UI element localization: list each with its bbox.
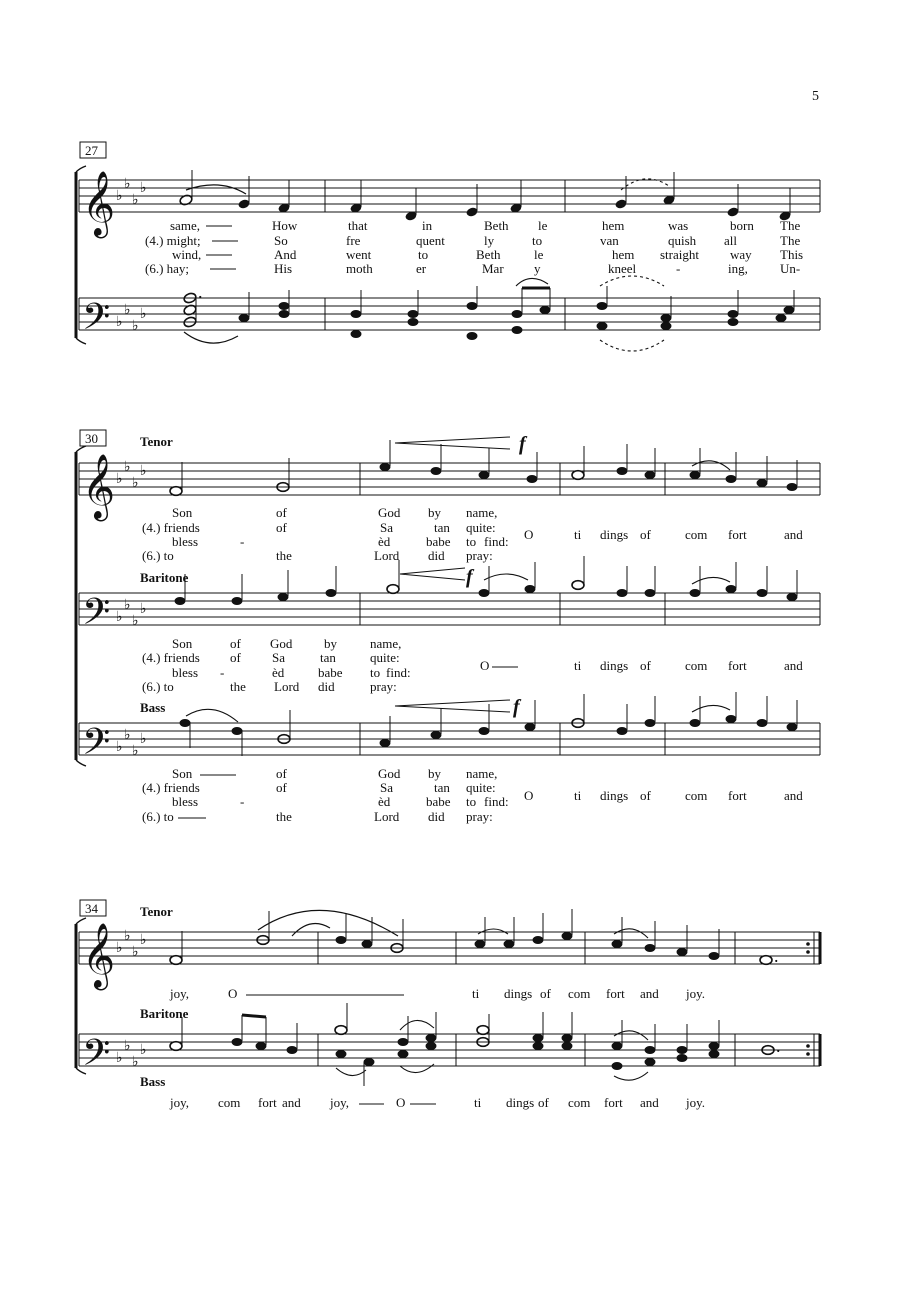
lyric-syllable: straight <box>660 247 699 262</box>
lyric-syllable: (4.) friends <box>142 780 200 795</box>
lyric-syllable: tan <box>320 650 336 665</box>
lyric-syllable: did <box>428 548 445 563</box>
note <box>408 310 419 318</box>
lyric-syllable: Mar <box>482 261 504 276</box>
lyric-syllable: Beth <box>476 247 501 262</box>
lyric-syllable: (6.) to <box>142 679 174 694</box>
tenor-staff <box>79 463 820 495</box>
lyric-syllable: fort <box>258 1095 277 1110</box>
tenor-label: Tenor <box>140 904 173 919</box>
refrain-syllable: fort <box>728 527 747 542</box>
system-bracket-top <box>76 166 86 172</box>
lyric-syllable: tan <box>434 520 450 535</box>
system-34 <box>76 900 820 1110</box>
lyric-syllable: was <box>668 218 689 233</box>
lyric-syllable: Sa <box>380 780 393 795</box>
lyric-syllable: joy, <box>170 986 190 1001</box>
lyric-syllable: ly <box>484 233 495 248</box>
dot: . <box>198 282 203 302</box>
lyric-syllable: all <box>724 233 737 248</box>
lyric-syllable: by <box>428 505 441 520</box>
lyric-syllable: quish <box>668 233 697 248</box>
flat-icon: ♭ <box>116 1051 123 1066</box>
lyric-syllable: ti <box>472 986 480 1001</box>
baritone-label: Baritone <box>140 1006 189 1021</box>
lyric-syllable: God <box>378 766 401 781</box>
lyric-syllable: His <box>274 261 293 276</box>
key-signature-baritone <box>116 598 147 629</box>
lyric-syllable: dings <box>506 1095 535 1110</box>
refrain-syllable: of <box>640 658 651 673</box>
measure-number: 27 <box>85 143 98 158</box>
flat-icon: ♭ <box>132 744 139 759</box>
tenor-staff <box>79 932 820 964</box>
lyric-syllable: name, <box>466 766 498 781</box>
lyric-syllable: quite: <box>466 780 496 795</box>
dynamic-forte: f <box>466 566 473 588</box>
lyric-syllable: did <box>318 679 335 694</box>
lyric-syllable: com <box>568 986 591 1001</box>
bass-clef-icon: 𝄢 <box>82 722 111 771</box>
lyrics-system-27 <box>145 218 803 276</box>
dynamic-forte: f <box>519 433 526 455</box>
baritone-bass-staff <box>79 1034 820 1066</box>
lyric-syllable: - <box>220 665 225 680</box>
lyrics-bass-30 <box>142 766 803 824</box>
refrain-syllable: fort <box>728 658 747 673</box>
lyric-syllable: (6.) to <box>142 548 174 563</box>
lyric-syllable: and <box>640 1095 659 1110</box>
note <box>512 310 523 318</box>
flat-icon: ♭ <box>132 193 139 208</box>
flat-icon: ♭ <box>116 941 123 956</box>
lyric-syllable: Lord <box>374 809 400 824</box>
key-signature-bass <box>116 1039 147 1070</box>
lyric-syllable: bless <box>172 534 198 549</box>
flat-icon: ♭ <box>116 315 123 330</box>
lyric-syllable: tan <box>434 780 450 795</box>
flat-icon: ♭ <box>124 177 131 192</box>
refrain-syllable: O <box>524 788 534 803</box>
refrain-syllable: and <box>784 658 803 673</box>
lyric-syllable: fre <box>346 233 361 248</box>
lyric-syllable: of <box>540 986 551 1001</box>
lyric-syllable: fort <box>604 1095 623 1110</box>
note <box>351 330 362 338</box>
note <box>661 322 672 330</box>
refrain-syllable: com <box>685 788 708 803</box>
lyric-syllable: joy, <box>330 1095 350 1110</box>
flat-icon: ♭ <box>124 598 131 613</box>
lyric-syllable: (4.) friends <box>142 520 200 535</box>
notes-baritone-bass-34 <box>170 1003 781 1086</box>
refrain-syllable: ti <box>574 788 582 803</box>
lyric-syllable: com <box>218 1095 241 1110</box>
flat-icon: ♭ <box>132 319 139 334</box>
refrain-syllable: com <box>685 527 708 542</box>
lyric-syllable: that <box>348 218 368 233</box>
key-signature-treble <box>116 177 147 208</box>
lyric-syllable: èd <box>378 794 391 809</box>
bass-clef-icon: 𝄢 <box>82 1033 111 1082</box>
lyric-syllable: and <box>282 1095 301 1110</box>
refrain-syllable: of <box>640 788 651 803</box>
refrain-syllable: O <box>480 658 490 673</box>
lyric-syllable: - <box>240 794 245 809</box>
lyric-syllable: by <box>428 766 441 781</box>
lyric-syllable: of <box>230 636 241 651</box>
lyric-syllable: Un- <box>780 261 801 276</box>
flat-icon: ♭ <box>140 602 147 617</box>
note <box>597 322 608 330</box>
lyric-syllable: find: <box>484 534 509 549</box>
lyric-syllable: in <box>422 218 433 233</box>
lyric-syllable: (4.) friends <box>142 650 200 665</box>
tenor-label: Tenor <box>140 434 173 449</box>
lyric-syllable: name, <box>370 636 402 651</box>
flat-icon: ♭ <box>124 728 131 743</box>
lyric-syllable: ing, <box>728 261 748 276</box>
dot: . <box>776 1036 781 1056</box>
refrain-syllable: fort <box>728 788 747 803</box>
lyric-syllable: of <box>276 520 287 535</box>
lyric-syllable: Son <box>172 766 193 781</box>
flat-icon: ♭ <box>116 610 123 625</box>
lyric-syllable: er <box>416 261 427 276</box>
lyric-syllable: quent <box>416 233 445 248</box>
refrain-syllable: of <box>640 527 651 542</box>
lyric-syllable: joy, <box>170 1095 190 1110</box>
lyric-syllable: moth <box>346 261 373 276</box>
note <box>776 314 787 322</box>
lyric-syllable: pray: <box>466 809 493 824</box>
dot: . <box>774 946 779 966</box>
flat-icon: ♭ <box>140 732 147 747</box>
lyric-syllable: So <box>274 233 288 248</box>
bass-label: Bass <box>140 1074 166 1089</box>
refrain-syllable: and <box>784 788 803 803</box>
key-signature-bass <box>116 303 147 334</box>
note <box>279 310 290 318</box>
lyric-syllable: of <box>230 650 241 665</box>
flat-icon: ♭ <box>116 740 123 755</box>
lyric-syllable: com <box>568 1095 591 1110</box>
note <box>728 318 739 326</box>
lyrics-baritone-30 <box>142 636 803 694</box>
lyric-syllable: find: <box>386 665 411 680</box>
note <box>351 310 362 318</box>
lyric-syllable: (6.) to <box>142 809 174 824</box>
lyric-syllable: did <box>428 809 445 824</box>
flat-icon: ♭ <box>124 1039 131 1054</box>
note <box>467 332 478 340</box>
lyric-syllable: hem <box>612 247 635 262</box>
lyric-syllable: fort <box>606 986 625 1001</box>
flat-icon: ♭ <box>140 933 147 948</box>
refrain-syllable: dings <box>600 788 629 803</box>
lyric-syllable: dings <box>504 986 533 1001</box>
lyric-syllable: name, <box>466 505 498 520</box>
lyric-syllable: (6.) hay; <box>145 261 190 276</box>
lyric-syllable: le <box>534 247 544 262</box>
treble-clef-icon: 𝄞 <box>82 925 116 987</box>
lyric-syllable: pray: <box>370 679 397 694</box>
flat-icon: ♭ <box>140 181 147 196</box>
lyric-syllable: And <box>274 247 297 262</box>
lyric-syllable: went <box>346 247 372 262</box>
notes-tenor-34 <box>170 909 779 966</box>
lyric-syllable: How <box>272 218 298 233</box>
lyric-syllable: Sa <box>380 520 393 535</box>
note <box>597 302 608 310</box>
lyric-syllable: to <box>466 794 477 809</box>
crescendo-hairpin <box>395 700 510 712</box>
key-signature-tenor <box>116 929 147 960</box>
baritone-staff <box>79 593 820 625</box>
lyric-syllable: (4.) might; <box>145 233 201 248</box>
system-27 <box>76 142 820 351</box>
measure-number: 30 <box>85 431 98 446</box>
lyric-syllable: God <box>270 636 293 651</box>
lyric-syllable: èd <box>272 665 285 680</box>
refrain-syllable: com <box>685 658 708 673</box>
lyric-syllable: quite: <box>370 650 400 665</box>
lyric-syllable: of <box>538 1095 549 1110</box>
refrain-syllable: ti <box>574 658 582 673</box>
lyric-syllable: Sa <box>272 650 285 665</box>
flat-icon: ♭ <box>140 307 147 322</box>
lyric-syllable: by <box>324 636 337 651</box>
lyric-syllable: O <box>396 1095 406 1110</box>
lyric-syllable: kneel <box>608 261 637 276</box>
treble-clef-icon: 𝄞 <box>82 173 116 235</box>
lyric-syllable: to <box>466 534 477 549</box>
lyric-syllable: Beth <box>484 218 509 233</box>
note <box>540 306 551 314</box>
flat-icon: ♭ <box>124 929 131 944</box>
flat-icon: ♭ <box>124 303 131 318</box>
lyric-syllable: ti <box>474 1095 482 1110</box>
key-signature-bass <box>116 728 147 759</box>
lyric-syllable: le <box>538 218 548 233</box>
lyrics-tenor-34 <box>169 986 705 1001</box>
flat-icon: ♭ <box>132 476 139 491</box>
crescendo-hairpin <box>400 568 465 580</box>
lyric-syllable: of <box>276 505 287 520</box>
lyric-syllable: to <box>370 665 381 680</box>
bass-clef-icon: 𝄢 <box>82 297 111 346</box>
bass-label: Bass <box>140 700 166 715</box>
lyric-syllable: Lord <box>274 679 300 694</box>
lyric-syllable: y <box>534 261 541 276</box>
lyric-syllable: èd <box>378 534 391 549</box>
note <box>279 302 290 310</box>
lyric-syllable: O <box>228 986 238 1001</box>
note <box>467 302 478 310</box>
lyric-syllable: the <box>230 679 246 694</box>
lyric-syllable: babe <box>426 794 451 809</box>
lyric-syllable: Lord <box>374 548 400 563</box>
lyric-syllable: to <box>418 247 429 262</box>
note <box>512 326 523 334</box>
lyric-syllable: Son <box>172 505 193 520</box>
lyric-syllable: Son <box>172 636 193 651</box>
flat-icon: ♭ <box>132 614 139 629</box>
lyric-syllable: same, <box>170 218 200 233</box>
lyrics-bass-34 <box>169 1095 705 1110</box>
flat-icon: ♭ <box>132 945 139 960</box>
baritone-label: Baritone <box>140 570 189 585</box>
note <box>728 310 739 318</box>
lyric-syllable: the <box>276 809 292 824</box>
system-30 <box>76 430 820 824</box>
lyric-syllable: of <box>276 766 287 781</box>
refrain-syllable: ti <box>574 527 582 542</box>
measure-number: 34 <box>85 901 98 916</box>
dynamic-forte: f <box>513 696 520 718</box>
lyric-syllable: born <box>730 218 754 233</box>
lyric-syllable: pray: <box>466 548 493 563</box>
lyric-syllable: way <box>730 247 752 262</box>
lyric-syllable: babe <box>426 534 451 549</box>
lyric-syllable: to <box>532 233 543 248</box>
lyric-syllable: and <box>640 986 659 1001</box>
lyric-syllable: bless <box>172 665 198 680</box>
note <box>784 306 795 314</box>
flat-icon: ♭ <box>140 464 147 479</box>
refrain-syllable: O <box>524 527 534 542</box>
lyric-syllable: - <box>240 534 245 549</box>
lyric-syllable: quite: <box>466 520 496 535</box>
refrain-syllable: dings <box>600 658 629 673</box>
lyric-syllable: the <box>276 548 292 563</box>
lyric-syllable: babe <box>318 665 343 680</box>
lyric-syllable: of <box>276 780 287 795</box>
refrain-syllable: and <box>784 527 803 542</box>
lyric-syllable: find: <box>484 794 509 809</box>
lyric-syllable: wind, <box>172 247 202 262</box>
refrain-syllable: dings <box>600 527 629 542</box>
lyric-syllable: - <box>676 261 681 276</box>
note <box>239 314 250 322</box>
lyric-syllable: This <box>780 247 804 262</box>
flat-icon: ♭ <box>116 472 123 487</box>
lyric-syllable: hem <box>602 218 625 233</box>
lyric-syllable: God <box>378 505 401 520</box>
flat-icon: ♭ <box>132 1055 139 1070</box>
lyric-syllable: joy. <box>686 986 706 1001</box>
page-number: 5 <box>812 89 819 104</box>
lyric-syllable: The <box>780 218 801 233</box>
repeat-dots <box>806 942 810 1056</box>
lyric-syllable: joy. <box>686 1095 706 1110</box>
note <box>408 318 419 326</box>
key-signature-tenor <box>116 460 147 491</box>
lyrics-tenor-30 <box>142 505 803 563</box>
flat-icon: ♭ <box>116 189 123 204</box>
treble-clef-icon: 𝄞 <box>82 456 116 518</box>
lyric-syllable: bless <box>172 794 198 809</box>
crescendo-hairpin <box>395 437 510 449</box>
bass-clef-icon: 𝄢 <box>82 592 111 641</box>
notes-baritone-30 <box>175 556 798 605</box>
flat-icon: ♭ <box>140 1043 147 1058</box>
flat-icon: ♭ <box>124 460 131 475</box>
lyric-syllable: The <box>780 233 801 248</box>
note <box>661 314 672 322</box>
lyric-syllable: van <box>600 233 619 248</box>
